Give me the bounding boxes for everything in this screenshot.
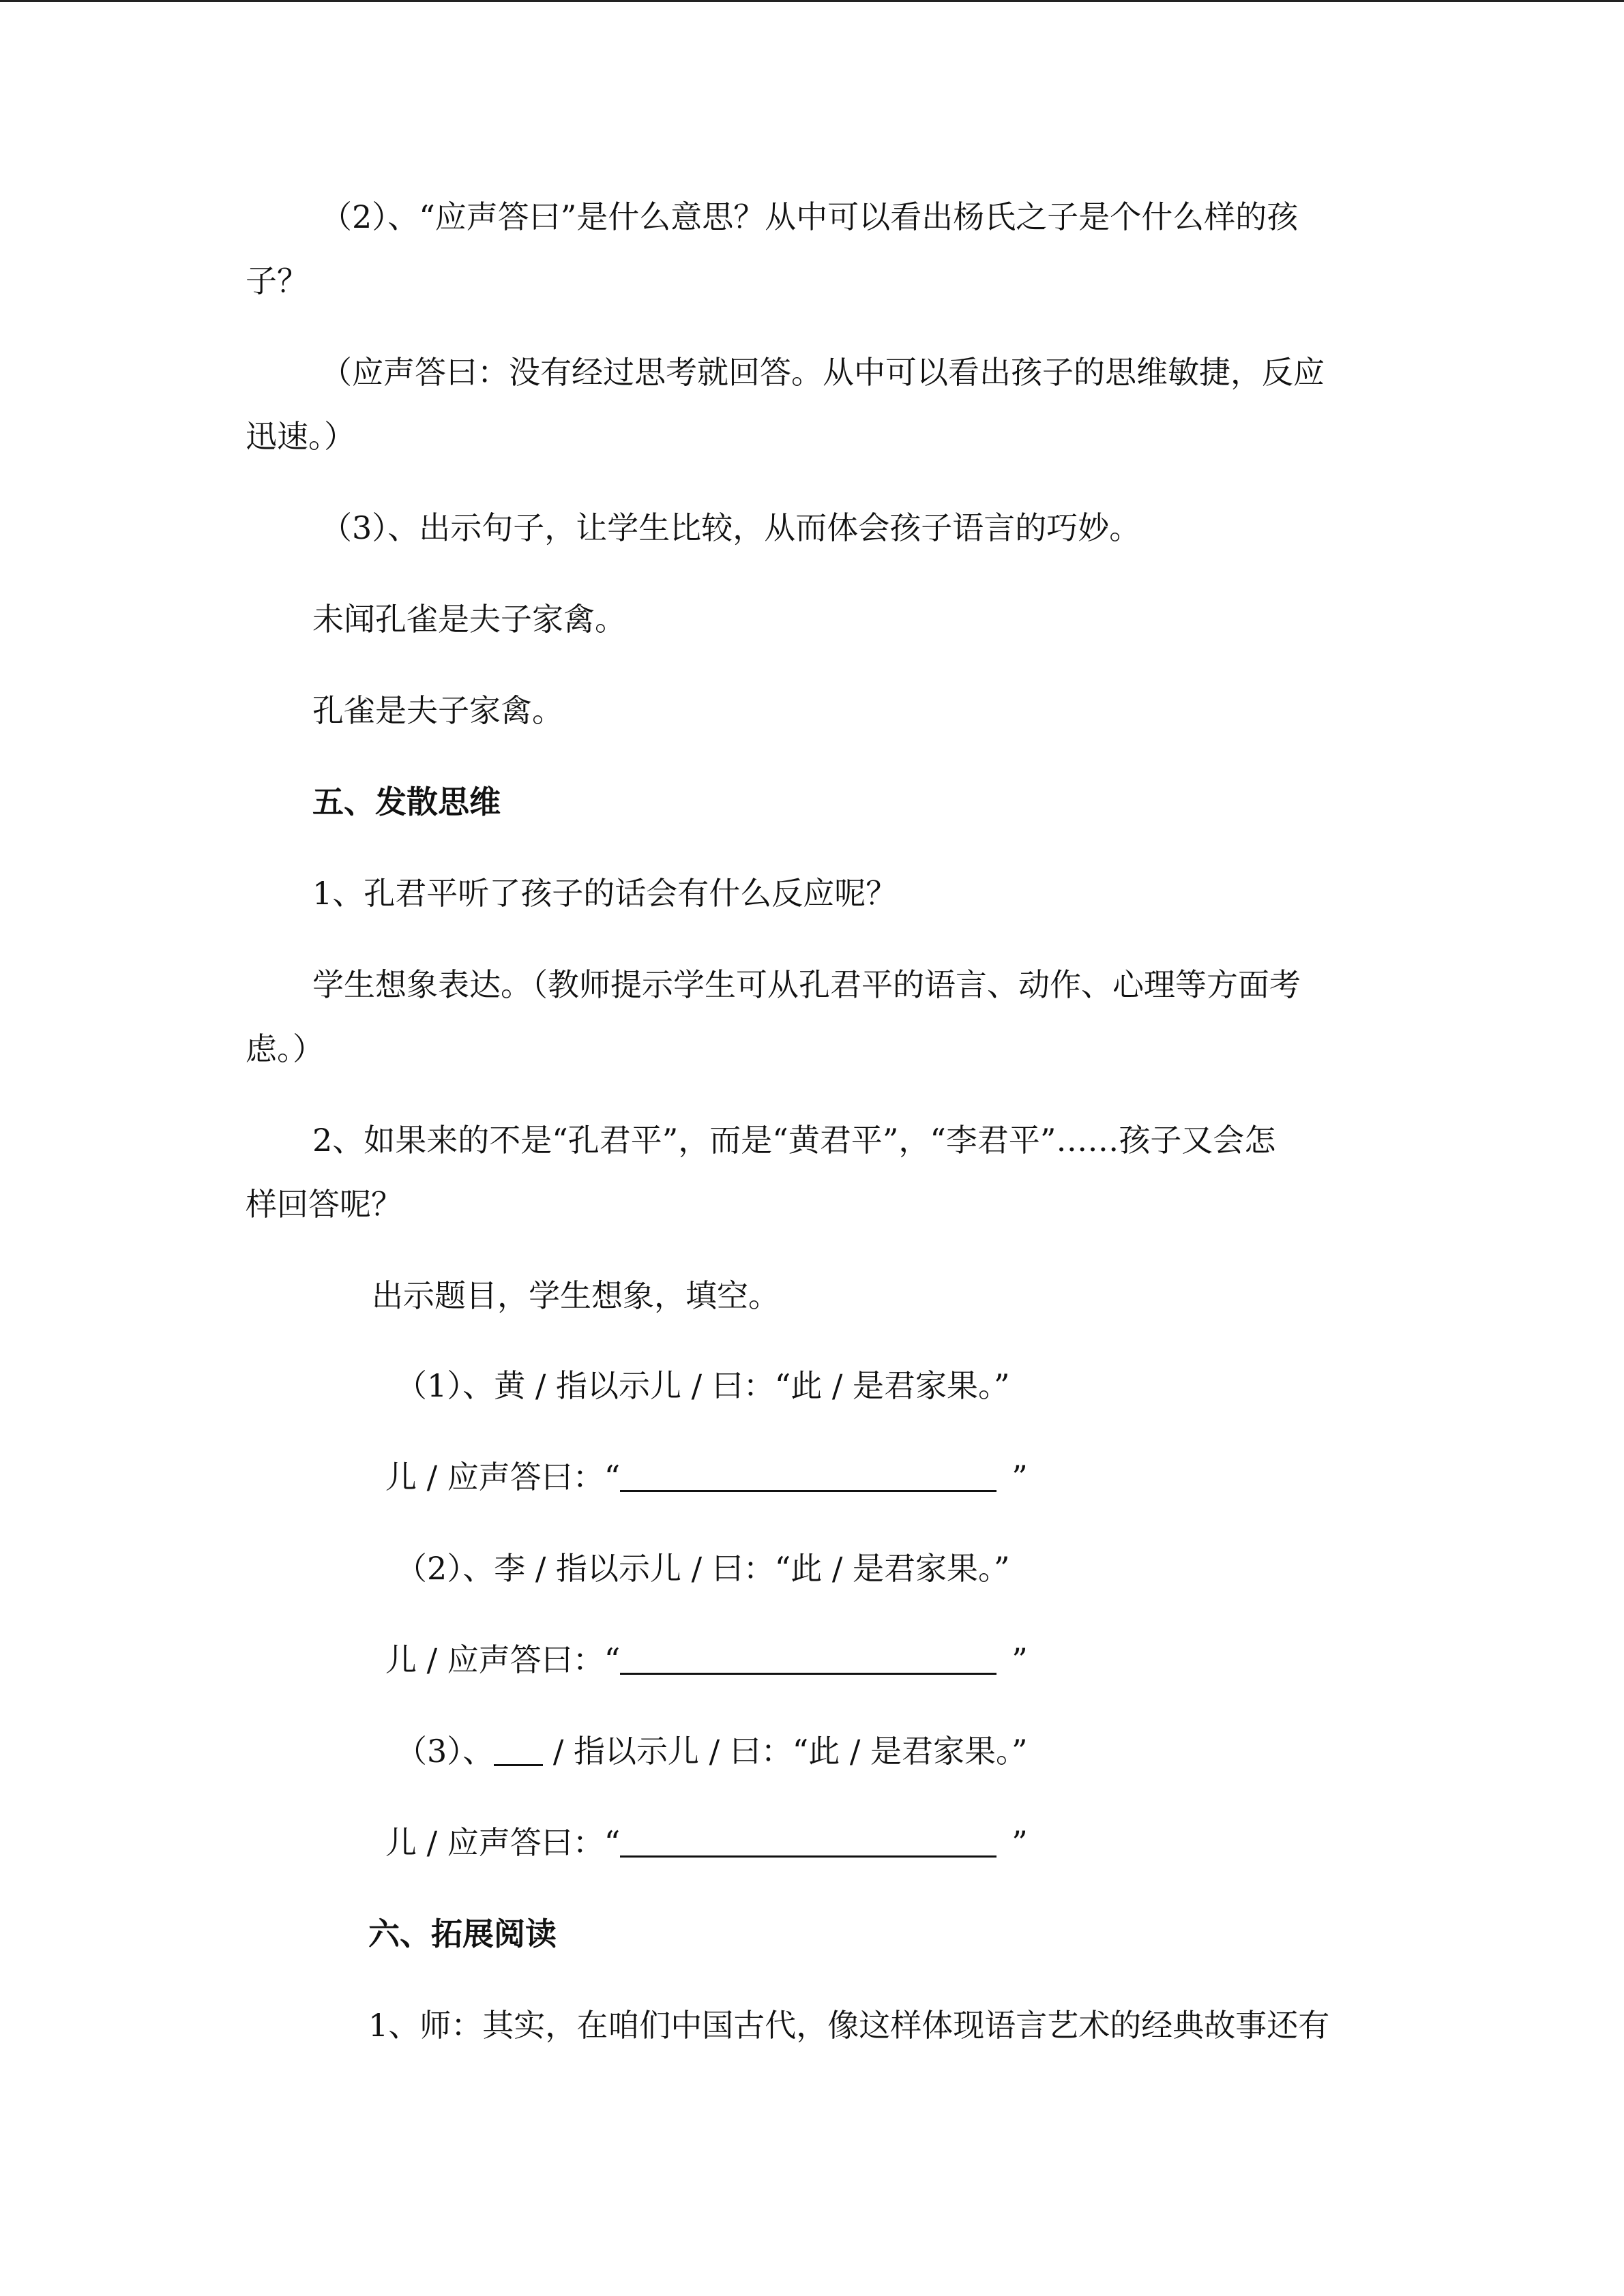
exercise-1-answer [385, 1458, 1028, 1496]
surname-blank[interactable] [494, 1737, 543, 1766]
section-6-item-1: 1、师：其实，在咱们中国古代，像这样体现语言艺术的经典故事还有 [368, 2007, 1330, 2044]
example-sentence-a: 未闻孔雀是夫子家禽。 [312, 601, 626, 638]
exercise-1-prompt: （1）、黄 / 指以示儿 / 曰：“此 / 是君家果。” [396, 1367, 1010, 1404]
section-5-heading: 五、发散思维 [312, 784, 501, 820]
answer-prefix: 儿 / 应声答曰：“ [385, 1641, 621, 1678]
answer-suffix: ” [1012, 1824, 1028, 1861]
answer-2-line-1: （应声答曰：没有经过思考就回答。从中可以看出孩子的思维敏捷，反应 [321, 354, 1325, 391]
example-sentence-b: 孔雀是夫子家禽。 [312, 692, 563, 729]
answer-prefix: 儿 / 应声答曰：“ [385, 1459, 621, 1495]
answer-blank-2[interactable] [620, 1645, 996, 1675]
exercise-2-prompt: （2）、李 / 指以示儿 / 曰：“此 / 是君家果。” [396, 1550, 1010, 1587]
answer-prefix: 儿 / 应声答曰：“ [385, 1824, 621, 1861]
answer-2-line-2: 迅速。） [246, 418, 355, 455]
section-5-item-2-line-1: 2、如果来的不是“孔君平”，而是“黄君平”，“李君平”……孩子又会怎 [312, 1122, 1276, 1159]
exercise-3-answer [385, 1823, 1028, 1862]
exercise-3-prompt [396, 1732, 1028, 1770]
question-2-line-2: 子？ [246, 263, 308, 299]
section-5-item-1: 1、孔君平听了孩子的话会有什么反应呢？ [312, 875, 898, 912]
section-6-heading: 六、拓展阅读 [368, 1915, 557, 1952]
exercise-2-answer [385, 1641, 1028, 1679]
section-5-item-1-note-line-2: 虑。） [246, 1030, 324, 1067]
top-border [0, 0, 1624, 2]
answer-suffix: ” [1012, 1641, 1028, 1678]
section-5-item-1-note-line-1: 学生想象表达。（教师提示学生可从孔君平的语言、动作、心理等方面考 [312, 966, 1301, 1003]
section-5-item-2-line-2: 样回答呢？ [246, 1186, 402, 1223]
answer-suffix: ” [1012, 1459, 1028, 1495]
exercise-3-suffix: / 指以示儿 / 曰：“此 / 是君家果。” [543, 1733, 1028, 1770]
answer-blank-1[interactable] [620, 1463, 996, 1492]
question-3: （3）、出示句子，让学生比较，从而体会孩子语言的巧妙。 [321, 509, 1141, 546]
question-2-line-1: （2）、“应声答曰”是什么意思？从中可以看出杨氏之子是个什么样的孩 [321, 198, 1299, 235]
exercise-3-prefix: （3）、 [396, 1733, 494, 1770]
answer-blank-3[interactable] [620, 1828, 996, 1858]
exercise-intro: 出示题目，学生想象，填空。 [372, 1277, 780, 1314]
